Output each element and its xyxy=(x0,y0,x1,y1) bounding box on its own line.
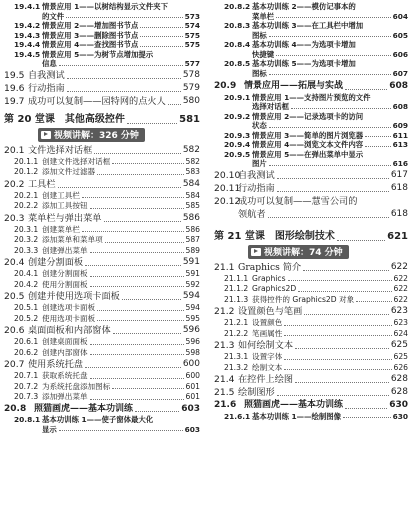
toc-subsection xyxy=(214,352,408,363)
entry-title: 创建分割面板 xyxy=(42,269,88,278)
chapter-number: 第 20 堂课 xyxy=(4,113,55,125)
video-badge xyxy=(38,128,145,142)
entry-page: 591 xyxy=(185,269,200,278)
entry-number: 20.5 xyxy=(4,291,25,302)
entry-number: 20.4 xyxy=(4,257,25,268)
entry-title: 图标 xyxy=(252,30,267,40)
entry-title: 创建文件选择对话框 xyxy=(42,156,111,166)
entry-title: 行动指南 xyxy=(238,182,275,194)
entry-title: 图片 xyxy=(252,159,267,168)
entry-page: 600 xyxy=(185,371,200,380)
entry-number: 21.3 xyxy=(214,340,235,351)
toc-section xyxy=(214,386,408,399)
entry-title: 自我测试 xyxy=(28,69,65,81)
entry-number: 20.8.5 xyxy=(224,59,251,68)
toc-subentry xyxy=(214,12,408,22)
entry-page: 598 xyxy=(185,347,200,357)
entry-title: 设置字体 xyxy=(252,352,283,361)
toc-subsection xyxy=(4,392,200,403)
toc-left-column xyxy=(4,2,200,434)
entry-title: 如何绘制文本 xyxy=(238,340,294,351)
entry-title: Graphics2D xyxy=(252,284,297,293)
toc-subsection xyxy=(4,337,200,348)
entry-title: 选择对话框 xyxy=(252,102,289,111)
toc-subsection xyxy=(4,280,200,291)
entry-number: 20.5.2 xyxy=(14,313,39,323)
toc-section xyxy=(4,358,200,371)
toc-subentry xyxy=(214,121,408,131)
entry-title: 行动指南 xyxy=(28,82,65,94)
toc-section xyxy=(4,69,200,82)
chapter-21-heading xyxy=(214,229,408,244)
entry-page: 594 xyxy=(185,303,200,312)
entry-number: 20.6.1 xyxy=(14,337,39,346)
entry-title: 添加文件过滤器 xyxy=(42,167,96,176)
entry-page: 584 xyxy=(185,190,200,200)
entry-title: 基本功训练 5——为选项卡增加 xyxy=(252,59,356,68)
entry-title: 添加弹出菜单 xyxy=(42,392,88,401)
entry-title: 为系统托盘添加图标 xyxy=(42,381,111,391)
entry-page: 623 xyxy=(393,318,408,327)
entry-title: 绘制图形 xyxy=(238,387,275,398)
entry-page: 611 xyxy=(392,130,408,140)
entry-title: 使用选项卡面板 xyxy=(42,313,96,323)
entry-title: 快捷键 xyxy=(252,49,275,59)
entry-page: 601 xyxy=(185,381,200,391)
toc-subentry xyxy=(214,21,408,31)
entry-title: 添加菜单和菜单项 xyxy=(42,235,103,244)
entry-page: 628 xyxy=(390,374,408,384)
entry-number: 21.2.1 xyxy=(224,318,249,327)
entry-title: 情景应用 3——简单的图片浏览器 xyxy=(252,130,364,140)
entry-title: 图标 xyxy=(252,68,267,78)
video-icon xyxy=(41,131,51,139)
video-icon xyxy=(251,248,261,256)
entry-page: 606 xyxy=(392,49,408,59)
entry-number: 19.7 xyxy=(4,95,25,107)
entry-page: 622 xyxy=(393,284,408,293)
entry-number: 20.6.2 xyxy=(14,347,39,357)
entry-number: 21.2 xyxy=(214,306,235,317)
entry-page: 585 xyxy=(185,201,200,210)
toc-subentry xyxy=(4,59,200,69)
toc-section xyxy=(214,208,408,221)
entry-number: 20.1 xyxy=(4,144,25,156)
toc-right-column xyxy=(214,2,408,421)
entry-title: 创建弹出菜单 xyxy=(42,245,88,255)
entry-number: 20.9.1 xyxy=(224,92,251,102)
chapter-title: 其他高级控件 xyxy=(64,113,125,125)
entry-page: 628 xyxy=(390,387,408,397)
toc-subentry xyxy=(214,140,408,150)
toc-subsection xyxy=(4,371,200,382)
entry-page: 582 xyxy=(185,156,200,166)
entry-number: 21.5 xyxy=(214,387,235,398)
toc-subsection xyxy=(214,295,408,306)
entry-number: 19.4.4 xyxy=(14,40,41,49)
toc-subentry xyxy=(214,69,408,79)
chapter-number: 第 21 堂课 xyxy=(214,230,265,242)
toc-subsection xyxy=(214,274,408,285)
entry-page: 608 xyxy=(392,102,408,111)
entry-title: 使用分割面板 xyxy=(42,279,88,289)
entry-title: 基本功训练 4——为选项卡增加 xyxy=(252,40,356,49)
entry-title: 获取系统托盘 xyxy=(42,371,88,380)
entry-title: 添加工具按钮 xyxy=(42,201,88,210)
entry-page: 618 xyxy=(390,208,408,219)
entry-title: 设置颜色 xyxy=(252,318,283,327)
toc-subentry xyxy=(4,50,200,60)
chapter-page: 621 xyxy=(387,230,408,242)
video-badge-row xyxy=(248,245,408,259)
entry-title: 信息 xyxy=(42,59,57,68)
entry-title: 创建并使用选项卡面板 xyxy=(28,291,120,302)
entry-page: 609 xyxy=(392,121,408,130)
toc-subentry xyxy=(4,21,200,31)
entry-page: 603 xyxy=(184,424,200,434)
entry-number: 19.4.2 xyxy=(14,21,41,30)
toc-section xyxy=(4,95,200,108)
entry-page: 584 xyxy=(182,178,200,189)
toc-subentry xyxy=(4,31,200,41)
entry-title: Graphics 简介 xyxy=(238,261,302,273)
entry-title: 基本功训练 2——模仿记事本的 xyxy=(252,2,356,11)
entry-title: 获得控件的 Graphics2D 对象 xyxy=(252,294,355,304)
entry-number: 19.4.5 xyxy=(14,49,41,59)
toc-subentry xyxy=(214,40,408,50)
section-heading-bold: 21.6 照猫画虎——基本功训练 630 xyxy=(214,400,408,410)
entry-title: Graphics xyxy=(252,273,286,283)
entry-number: 20.9.5 xyxy=(224,149,251,159)
entry-number: 21.1.1 xyxy=(224,273,249,283)
entry-title: 情景应用 4——浏览文本文件内容 xyxy=(252,140,364,149)
entry-number: 20.7 xyxy=(4,359,25,370)
entry-title: 创建工具栏 xyxy=(42,190,80,200)
entry-number: 21.4 xyxy=(214,374,235,385)
video-badge-row xyxy=(38,128,200,142)
entry-title: 文件选择对话框 xyxy=(28,144,93,156)
entry-number: 21.1 xyxy=(214,261,235,273)
entry-number: 20.9.3 xyxy=(224,130,251,140)
toc-subsection xyxy=(214,318,408,329)
entry-page: 622 xyxy=(393,273,408,283)
entry-page: 622 xyxy=(390,261,408,272)
toc-subentry xyxy=(4,12,200,22)
entry-number: 21.3.2 xyxy=(224,362,249,372)
entry-page: 630 xyxy=(392,411,408,421)
entry-number: 20.4.1 xyxy=(14,269,39,278)
entry-title: 领航者 xyxy=(238,208,266,220)
entry-number: 20.8.2 xyxy=(224,2,251,11)
toc-section xyxy=(4,178,200,191)
toc-subsection xyxy=(4,382,200,393)
entry-title: 的文件 xyxy=(42,11,65,21)
toc-section xyxy=(214,195,408,208)
entry-page: 600 xyxy=(182,359,200,369)
entry-title: 工具栏 xyxy=(28,178,56,190)
entry-number: 20.3.2 xyxy=(14,235,39,244)
toc-subsection xyxy=(4,303,200,314)
entry-number: 21.6.1 xyxy=(224,411,251,421)
entry-page: 625 xyxy=(390,340,408,350)
entry-number: 20.8.4 xyxy=(224,40,251,49)
entry-number: 20.1.2 xyxy=(14,167,39,176)
toc-section xyxy=(214,373,408,386)
toc-section xyxy=(214,305,408,318)
entry-title: 基本功训练 1——使子窗体最大化 xyxy=(42,415,154,424)
entry-number: 20.3.3 xyxy=(14,245,39,255)
entry-title: 成功可以复制——慧雪公司的 xyxy=(238,195,358,207)
entry-page: 596 xyxy=(185,337,200,346)
entry-title: 基本功训练 3——在工具栏中增加 xyxy=(252,21,364,30)
entry-title: 设置颜色与笔画 xyxy=(238,306,303,317)
toc-subentry xyxy=(214,159,408,169)
toc-subsection xyxy=(4,235,200,246)
entry-title: 在控件上绘图 xyxy=(238,374,294,385)
entry-title: 创建菜单栏 xyxy=(42,224,80,234)
entry-title: 桌面面板和内部窗体 xyxy=(28,325,111,336)
entry-title: 情景应用 1——支持图片预览的文件 xyxy=(252,92,371,102)
entry-title: 情景应用 2——记录选项卡的访问 xyxy=(252,111,364,121)
entry-number: 20.2.2 xyxy=(14,201,39,210)
toc-section xyxy=(214,182,408,195)
toc-section xyxy=(214,339,408,352)
entry-number: 20.7.2 xyxy=(14,381,39,391)
entry-number: 20.8.3 xyxy=(224,21,251,30)
entry-number: 20.1.1 xyxy=(14,156,39,166)
entry-title: 菜单栏与弹出菜单 xyxy=(28,212,102,224)
toc-section xyxy=(4,212,200,225)
entry-title: 创建分割面板 xyxy=(28,257,84,268)
entry-title: 创建内部窗体 xyxy=(42,347,88,357)
toc-subentry xyxy=(214,112,408,122)
entry-page: 587 xyxy=(185,235,200,244)
toc-subentry xyxy=(4,425,200,435)
toc-subsection xyxy=(214,363,408,374)
entry-page: 605 xyxy=(392,30,408,40)
entry-title: 情景应用 3——删除图书节点 xyxy=(42,30,139,40)
entry-title: 状态 xyxy=(252,121,267,130)
toc-subsection xyxy=(4,314,200,325)
toc-section xyxy=(4,144,200,157)
entry-title: 创建选项卡面板 xyxy=(42,303,96,312)
entry-number: 21.1.3 xyxy=(224,294,249,304)
entry-number: 21.1.2 xyxy=(224,284,249,293)
toc-section xyxy=(214,169,408,182)
entry-page: 579 xyxy=(182,82,200,93)
toc-section xyxy=(4,324,200,337)
chapter-title: 图形绘制技术 xyxy=(274,230,335,242)
toc-subsection xyxy=(214,284,408,295)
entry-page: 586 xyxy=(185,224,200,234)
toc-subsection xyxy=(214,329,408,340)
entry-page: 586 xyxy=(182,212,200,223)
toc-subsection xyxy=(4,201,200,212)
toc-subentry xyxy=(214,31,408,41)
entry-number: 20.9.4 xyxy=(224,140,251,149)
entry-number: 19.6 xyxy=(4,82,25,94)
entry-page: 618 xyxy=(390,182,408,193)
entry-page: 575 xyxy=(184,30,200,40)
entry-number: 20.11 xyxy=(214,182,241,194)
entry-page: 591 xyxy=(182,257,200,267)
entry-title: 情景应用 2——增加图书节点 xyxy=(42,21,139,30)
entry-number: 19.4.1 xyxy=(14,2,41,11)
entry-number: 20.10 xyxy=(214,169,241,181)
entry-page: 582 xyxy=(182,144,200,155)
entry-page: 601 xyxy=(185,392,200,401)
entry-page: 573 xyxy=(184,11,200,21)
toc-subentry xyxy=(214,412,408,422)
entry-number: 20.9.2 xyxy=(224,111,251,121)
entry-page: 623 xyxy=(390,306,408,316)
toc-subentry xyxy=(214,2,408,12)
toc-section xyxy=(214,261,408,274)
section-heading-bold: 20.8 照猫画虎——基本功训练 603 xyxy=(4,403,200,414)
toc-section xyxy=(4,82,200,95)
entry-page: 617 xyxy=(390,169,408,180)
entry-title: 显示 xyxy=(42,424,57,434)
toc-subentry xyxy=(214,59,408,69)
video-label: 视频讲解：74 分钟 xyxy=(264,248,343,258)
entry-number: 20.4.2 xyxy=(14,279,39,289)
entry-page: 592 xyxy=(185,279,200,289)
video-label: 视频讲解：326 分钟 xyxy=(54,131,139,141)
toc-subsection xyxy=(4,269,200,280)
toc-subentry xyxy=(4,415,200,425)
entry-number: 20.2 xyxy=(4,178,25,190)
entry-page: 624 xyxy=(393,328,408,338)
chapter-20-heading xyxy=(4,112,200,127)
entry-page: 574 xyxy=(184,21,200,30)
entry-page: 578 xyxy=(182,69,200,80)
entry-page: 575 xyxy=(184,40,200,49)
entry-number: 20.2.1 xyxy=(14,190,39,200)
toc-subsection xyxy=(4,191,200,202)
toc-subentry xyxy=(214,50,408,60)
entry-title: 情景应用 5——为树节点增加提示 xyxy=(42,49,154,59)
chapter-page: 581 xyxy=(179,113,200,125)
entry-page: 596 xyxy=(182,325,200,335)
toc-subsection xyxy=(4,246,200,257)
toc-subsection xyxy=(4,157,200,168)
entry-page: 595 xyxy=(185,313,200,323)
entry-page: 626 xyxy=(393,362,408,372)
toc-subentry xyxy=(214,93,408,103)
toc-subsection xyxy=(4,167,200,178)
entry-page: 583 xyxy=(185,167,200,176)
entry-page: 604 xyxy=(392,11,408,21)
entry-title: 情景应用 4——查找图书节点 xyxy=(42,40,139,49)
toc-subentry xyxy=(214,150,408,160)
toc-subentry xyxy=(4,40,200,50)
entry-page: 594 xyxy=(182,291,200,301)
entry-number: 19.5 xyxy=(4,69,25,81)
entry-number: 20.12 xyxy=(214,195,241,207)
toc-subentry xyxy=(214,131,408,141)
entry-title: 基本功训练 1——绘制图像 xyxy=(252,411,342,421)
entry-page: 577 xyxy=(184,59,200,68)
video-badge xyxy=(248,245,349,259)
entry-number: 21.3.1 xyxy=(224,352,249,361)
toc-subsection xyxy=(4,348,200,359)
entry-number: 20.6 xyxy=(4,325,25,336)
toc-subentry xyxy=(4,2,200,12)
entry-title: 成功可以复制——园特网的点火人 xyxy=(28,95,166,107)
entry-page: 613 xyxy=(392,140,408,149)
entry-title: 使用系统托盘 xyxy=(28,359,84,370)
entry-title: 自我测试 xyxy=(238,169,275,181)
toc-subsection xyxy=(4,225,200,236)
entry-title: 创建桌面面板 xyxy=(42,337,88,346)
entry-title: 情景应用 1——以树结构显示文件夹下 xyxy=(42,2,168,11)
entry-number: 20.7.3 xyxy=(14,392,39,401)
entry-page: 589 xyxy=(185,245,200,255)
entry-page: 616 xyxy=(392,159,408,168)
section-heading-bold: 20.9 情景应用——拓展与实战 608 xyxy=(214,81,408,91)
toc-subentry xyxy=(214,102,408,112)
toc-section xyxy=(4,256,200,269)
entry-number: 20.3.1 xyxy=(14,224,39,234)
entry-page: 607 xyxy=(392,68,408,78)
entry-page: 580 xyxy=(182,95,200,106)
entry-number: 21.2.2 xyxy=(224,328,249,338)
entry-title: 笔画属性 xyxy=(252,328,283,338)
entry-title: 情景应用 5——在弹出菜单中显示 xyxy=(252,149,364,159)
entry-page: 622 xyxy=(393,294,408,304)
entry-title: 绘制文本 xyxy=(252,362,283,372)
toc-section xyxy=(4,290,200,303)
entry-title: 菜单栏 xyxy=(252,11,275,21)
entry-number: 20.5.1 xyxy=(14,303,39,312)
entry-number: 19.4.3 xyxy=(14,30,41,40)
entry-number: 20.7.1 xyxy=(14,371,39,380)
entry-page: 625 xyxy=(393,352,408,361)
entry-number: 20.3 xyxy=(4,212,25,224)
entry-number: 20.8.1 xyxy=(14,415,41,424)
